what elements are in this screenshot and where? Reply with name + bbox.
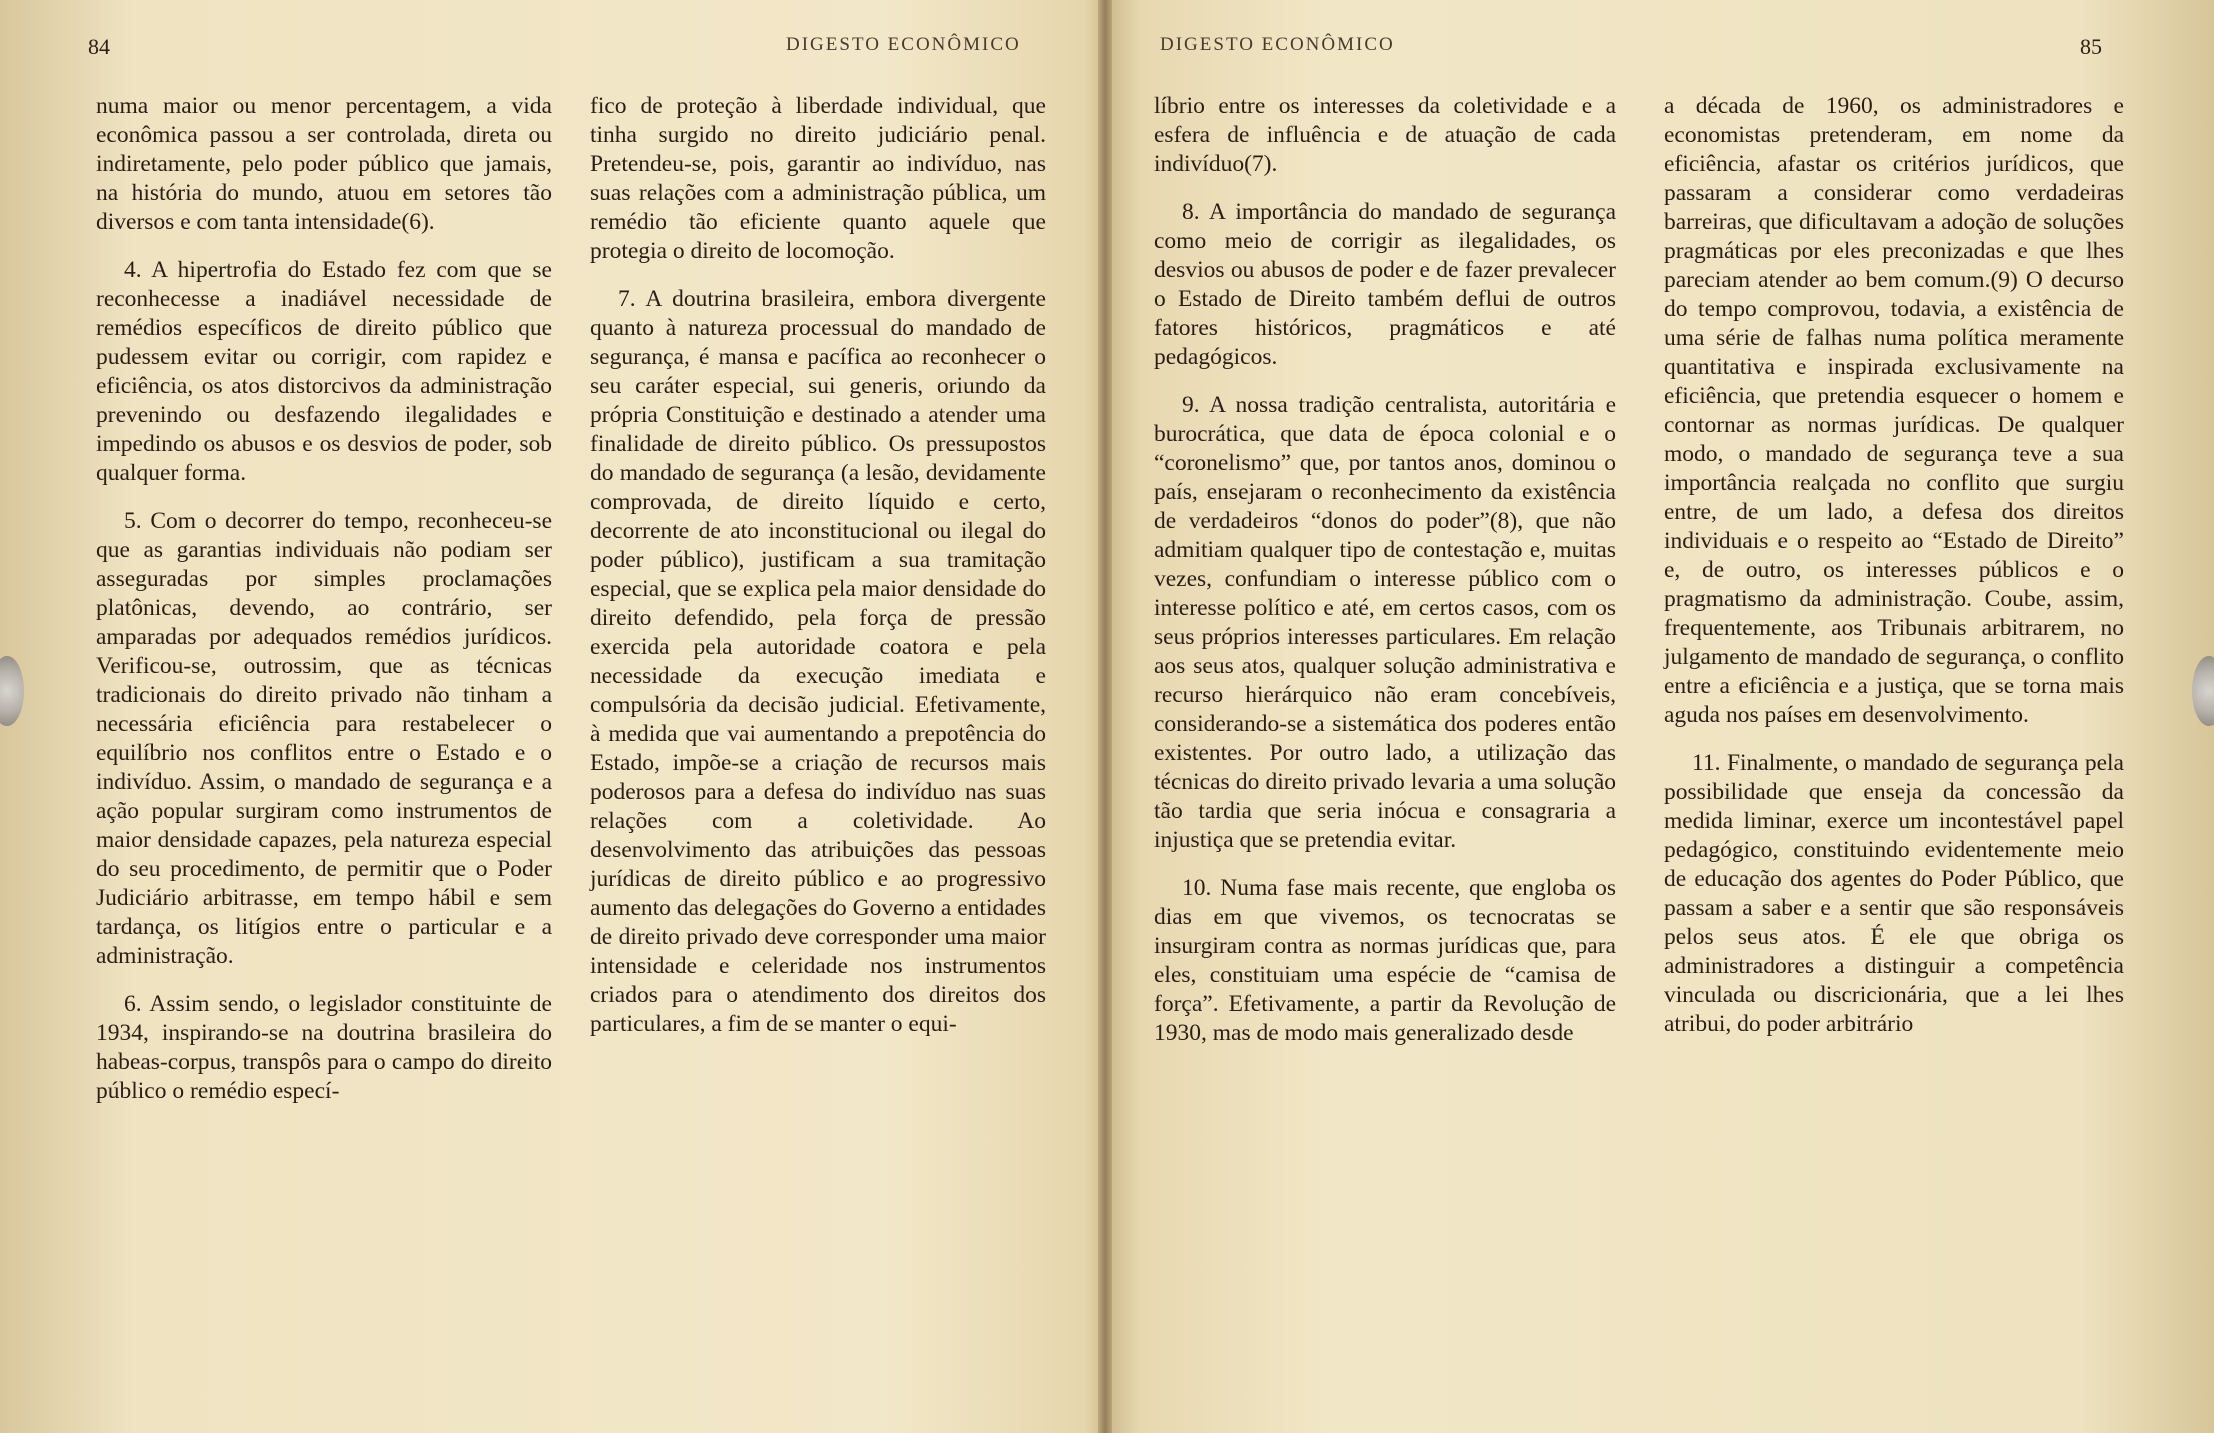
paragraph: 11. Finalmente, o mandado de segurança pela possibilidade que enseja da concessão da medida liminar, exerce um incontestável papel pedagógico, constituindo evidentemente meio de educação dos agentes do Poder Público, que passam a saber e a sentir que são responsáveis pelos seus atos. É ele que obriga os administradores a distinguir a competência vinculada ou discricionária, que a lei lhes atribui, do poder arbitrário xyxy=(1664,750,2124,1037)
paragraph: numa maior ou menor percentagem, a vida econômica passou a ser controlada, direta ou indiretamente, pelo poder público que jamais, na história do mundo, atuou em setores tão diversos e com tanta intensidade(6). xyxy=(96,93,552,235)
paragraph: 9. A nossa tradição centralista, autoritária e burocrática, que data de época colonial e o “coronelismo” que, por tantos anos, dominou o país, ensejaram o reconhecimento da existência de verdadeiros “donos do poder”(8), que não admitiam qualquer tipo de contestação e, muitas vezes, confundiam o interesse público com o interesse político e até, em certos casos, com os seus próprios interesses particulares. Em relação aos seus atos, qualquer solução administrativa e recurso hierárquico não eram concebíveis, considerando-se a sistemática dos poderes então existentes. Por outro lado, a utilização das técnicas do direito privado levaria a uma solução tão tardia que seria inócua e consagraria a injustiça que se pretendia evitar. xyxy=(1154,392,1616,853)
binding-hole xyxy=(0,656,24,726)
page-number: 84 xyxy=(88,34,110,59)
paragraph: 6. Assim sendo, o legislador constituinte de 1934, inspirando-se na doutrina brasileira do habeas-corpus, transpôs para o campo do direito público o remédio especí- xyxy=(96,991,552,1104)
page-number: 85 xyxy=(2080,34,2102,59)
paragraph: 7. A doutrina brasileira, embora divergente quanto à natureza processual do mandado de segurança, é mansa e pacífica ao reconhecer o seu caráter especial, sui generis, oriundo da própria Constituição e destinado a atender uma finalidade de direito público. Os pressupostos do mandado de segurança (a lesão, devidamente comprovada, de direito líquido e certo, decorrente de ato inconstitucional ou ilegal do poder público), justificam a sua tramitação especial, que se explica pela maior densidade do direito defendido, pela força de pressão exercida pela autoridade coatora e pela necessidade da execução imediata e compulsória da decisão judicial. Efetivamente, à medida que vai aumentando a prepotência do Estado, impõe-se a criação de recursos mais poderosos para a defesa do indivíduo nas suas relações com a coletividade. Ao desenvolvimento das atribuições das pessoas jurídicas de direito público e ao progressivo aumento das delegações do Governo a entidades de direito privado deve corresponder uma maior intensidade e celeridade nos instrumentos criados para o atendimento dos direitos dos particulares, a fim de se manter o equi- xyxy=(590,286,1046,1037)
book-gutter xyxy=(1098,0,1112,1433)
paragraph: líbrio entre os interesses da coletividade e a esfera de influência e de atuação de cada indivíduo(7). xyxy=(1154,93,1616,177)
paragraph: 8. A importância do mandado de segurança como meio de corrigir as ilegalidades, os desvios ou abusos de poder e de fazer prevalecer o Estado de Direito também deflui de outros fatores históricos, pragmáticos e até pedagógicos. xyxy=(1154,199,1616,370)
right-page-column-2 xyxy=(1664,92,2124,1058)
left-page xyxy=(0,0,1098,1433)
paragraph: 10. Numa fase mais recente, que engloba os dias em que vivemos, os tecnocratas se insurgiram contra as normas jurídicas que, para eles, constituiam uma espécie de “camisa de força”. Efetivamente, a partir da Revolução de 1930, mas de modo mais generalizado desde xyxy=(1154,875,1616,1046)
running-header: DIGESTO ECONÔMICO xyxy=(1160,34,1395,55)
running-header: DIGESTO ECONÔMICO xyxy=(786,34,1021,55)
left-page-column-1 xyxy=(96,92,552,1125)
binding-hole xyxy=(2192,656,2214,726)
paragraph: fico de proteção à liberdade individual, que tinha surgido no direito judiciário penal. Pretendeu-se, pois, garantir ao indivíduo, nas suas relações com a administração pública, um remédio tão eficiente quanto aquele que protegia o direito de locomoção. xyxy=(590,93,1046,264)
paragraph: 5. Com o decorrer do tempo, reconheceu-se que as garantias individuais não podiam ser asseguradas por simples proclamações platônicas, devendo, ao contrário, ser amparadas por adequados remédios jurídicos. Verificou-se, outrossim, que as técnicas tradicionais do direito privado não tinham a necessária eficiência para restabelecer o equilíbrio nos conflitos entre o Estado e o indivíduo. Assim, o mandado de segurança e a ação popular surgiram como instrumentos de maior densidade capazes, pela natureza especial do seu procedimento, de permitir que o Poder Judiciário arbitrasse, em tempo hábil e sem tardança, os litígios entre o particular e a administração. xyxy=(96,508,552,969)
paragraph: a década de 1960, os administradores e economistas pretenderam, em nome da eficiência, afastar os critérios jurídicos, que passaram a considerar como verdadeiras barreiras, que dificultavam a adoção de soluções pragmáticas por eles preconizadas e que lhes pareciam atender ao bem comum.(9) O decurso do tempo comprovou, todavia, a existência de uma série de falhas numa política meramente quantitativa e inspirada exclusivamente na eficiência, que pretendia esquecer o homem e contornar as normas jurídicas. De qualquer modo, o mandado de segurança teve a sua importância realçada no conflito que surgiu entre, de um lado, a defesa dos direitos individuais e o respeito ao “Estado de Direito” e, de outro, os interesses públicos e o pragmatismo da administração. Coube, assim, frequentemente, aos Tribunais arbitrarem, no julgamento de mandado de segurança, o conflito entre a eficiência e a justiça, que se torna mais aguda nos países em desenvolvimento. xyxy=(1664,93,2124,728)
left-page-column-2 xyxy=(590,92,1046,1058)
right-page-column-1 xyxy=(1154,92,1616,1067)
right-page xyxy=(1112,0,2214,1433)
paragraph: 4. A hipertrofia do Estado fez com que se reconhecesse a inadiável necessidade de remédios específicos de direito público que pudessem evitar ou corrigir, com rapidez e eficiência, os atos distorcivos da administração prevenindo ou desfazendo ilegalidades e impedindo os abusos e os desvios de poder, sob qualquer forma. xyxy=(96,257,552,486)
